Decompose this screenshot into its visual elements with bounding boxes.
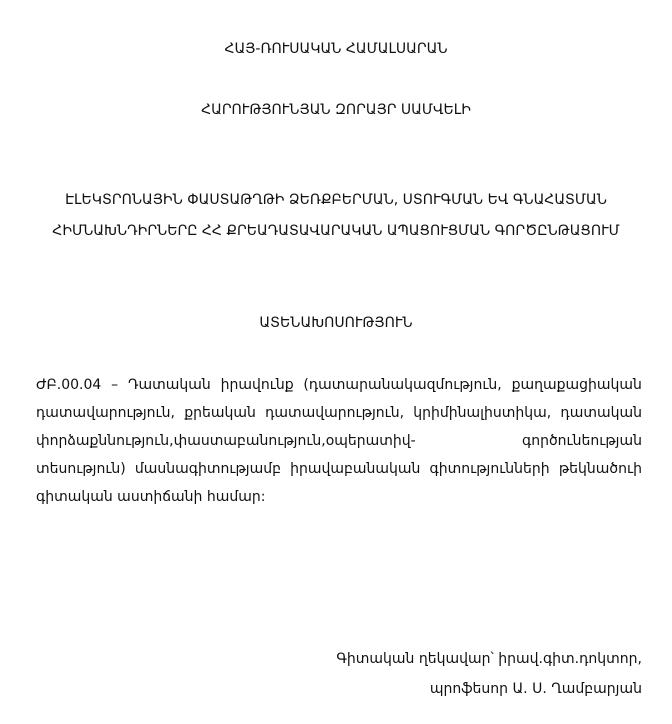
- document-type: ԱՏԵՆԱԽՈՍՈՒԹՅՈՒՆ: [259, 315, 413, 331]
- paragraph-word: քաղաքացիական: [511, 377, 642, 393]
- paragraph-word: տեսություն): [36, 461, 126, 477]
- paragraph-word: իրավաբանական: [290, 461, 421, 477]
- paragraph-word: թեկնածուի: [558, 461, 642, 477]
- paragraph-line: [36, 427, 642, 455]
- thesis-title-line-1: ԷԼԵԿՏՐՈՆԱՅԻՆ ՓԱՍՏԱԹՂԹԻ ՁԵՌՔԲԵՐՄԱՆ, ՍՏՈՒԳՄԱՆ ԵՎ ԳՆԱՀԱՏՄԱՆ: [65, 192, 607, 208]
- paragraph-word: քրեական: [184, 405, 256, 421]
- paragraph-line: [36, 371, 642, 399]
- paragraph-word: Դատական: [127, 377, 211, 393]
- paragraph-line: [36, 455, 642, 483]
- paragraph-word: դատավարություն,: [36, 405, 175, 421]
- paragraph-word: իրավունք: [220, 377, 294, 393]
- supervisor-line-2: պրոֆեսոր Ա. Ս. Ղամբարյան: [429, 681, 642, 697]
- paragraph-word: (դատարանակազմություն,: [303, 377, 502, 393]
- paragraph-word: կրիմինալիստիկա,: [413, 405, 552, 421]
- paragraph-word: ԺԲ.00.04: [36, 377, 102, 393]
- thesis-title-line-2: ՀԻՄՆԱԽՆԴԻՐՆԵՐԸ ՀՀ ՔՐԵԱԴԱՏԱՎԱՐԱԿԱՆ ԱՊԱՑՈՒՑՄԱՆ ԳՈՐԾԸՆԹԱՑՈՒՄ: [52, 223, 620, 239]
- paragraph-line: [36, 399, 642, 427]
- paragraph-word: մասնագիտությամբ: [134, 461, 281, 477]
- supervisor-line-1: Գիտական ղեկավար՝ իրավ.գիտ.դոկտոր,: [336, 651, 642, 667]
- paragraph-word: –: [111, 377, 119, 393]
- university-name: ՀԱՅ-ՌՈՒՍԱԿԱՆ ՀԱՄԱԼՍԱՐԱՆ: [224, 41, 448, 57]
- specialty-paragraph: [36, 371, 642, 511]
- paragraph-word: օպերատիվ-: [325, 433, 416, 449]
- paragraph-line: գիտական աստիճանի համար:: [36, 489, 266, 505]
- paragraph-word: փաստաբանություն,: [173, 433, 326, 449]
- paragraph-word: փորձաքննություն,: [36, 433, 174, 449]
- paragraph-word: գործունեության: [522, 433, 642, 449]
- paragraph-word: գիտությունների: [429, 461, 550, 477]
- author-name: ՀԱՐՈՒԹՅՈՒՆՅԱՆ ԶՈՐԱՅՐ ՍԱՄՎԵԼԻ: [201, 102, 471, 118]
- paragraph-word: դատավարություն,: [265, 405, 405, 421]
- paragraph-word: դատական: [560, 405, 642, 421]
